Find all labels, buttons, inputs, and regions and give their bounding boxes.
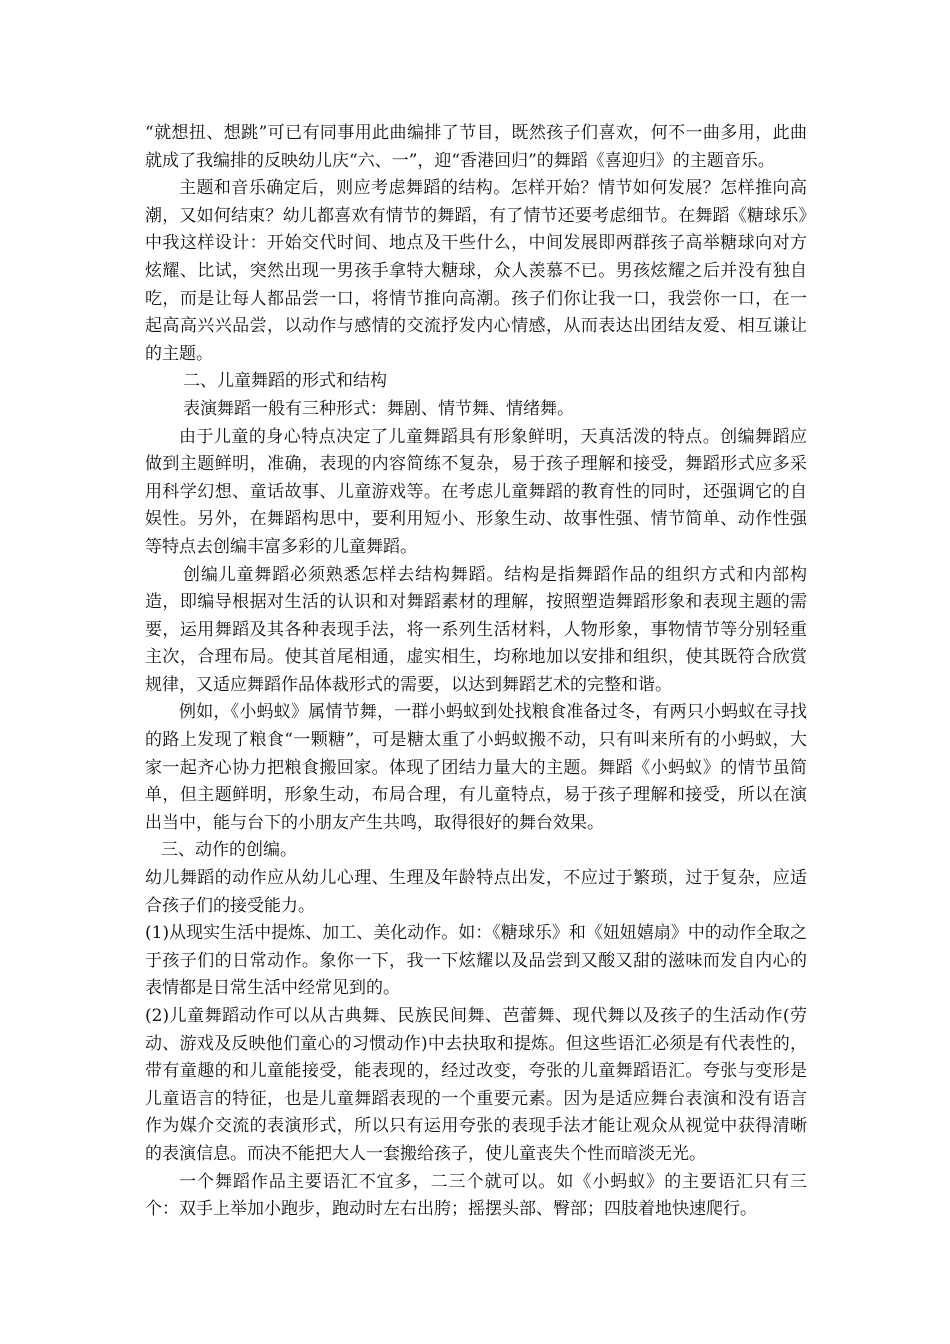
document-body xyxy=(145,120,807,1224)
section-heading: 三、动作的创编。 xyxy=(161,840,297,861)
list-item: (2)儿童舞蹈动作可以从古典舞、民族民间舞、芭蕾舞、现代舞以及孩子的生活动作(劳动、游戏及反映他们童心的习惯动作)中去抉取和提炼。但这些语汇必须是有代表性的，带有童趣的和儿童能接受，能表现的，经过改变，夸张的儿童舞蹈语汇。夸张与变形是儿童语言的特征，也是儿童舞蹈表现的一个重要元素。因为是适应舞台表演和没有语言作为媒介交流的表演形式，所以只有运用夸张的表现手法才能让观众从视觉中获得清晰的表演信息。而决不能把大人一套搬给孩子，使儿童丧失个性而暗淡无光。 xyxy=(145,1006,807,1164)
paragraph: 由于儿童的身心特点决定了儿童舞蹈具有形象鲜明，天真活泼的特点。创编舞蹈应做到主题鲜明，准确，表现的内容简练不复杂，易于孩子理解和接受，舞蹈形式应多采用科学幻想、童话故事、儿童游戏等。在考虑儿童舞蹈的教育性的同时，还强调它的自娱性。另外，在舞蹈构思中，要利用短小、形象生动、故事性强、情节简单、动作性强等特点去创编丰富多彩的儿童舞蹈。 xyxy=(145,426,807,557)
section-heading: 二、儿童舞蹈的形式和结构 xyxy=(183,371,387,392)
paragraph: 主题和音乐确定后，则应考虑舞蹈的结构。怎样开始？情节如何发展？怎样推向高潮，又如何结束？幼儿都喜欢有情节的舞蹈，有了情节还要考虑细节。在舞蹈《糖球乐》中我这样设计：开始交代时间、地点及干些什么，中间发展即两群孩子高举糖球向对方炫耀、比试，突然出现一男孩手拿特大糖球，众人羡慕不已。男孩炫耀之后并没有独自吃，而是让每人都品尝一口，将情节推向高潮。孩子们你让我一口，我尝你一口，在一起高高兴兴品尝，以动作与感情的交流抒发内心情感，从而表达出团结友爱、相互谦让的主题。 xyxy=(145,178,807,364)
paragraph: 例如，《小蚂蚁》属情节舞，一群小蚂蚁到处找粮食准备过冬，有两只小蚂蚁在寻找的路上发现了粮食“一颗糖”，可是糖太重了小蚂蚁搬不动，只有叫来所有的小蚂蚁，大家一起齐心协力把粮食搬回家。体现了团结力量大的主题。舞蹈《小蚂蚁》的情节虽简单，但主题鲜明，形象生动，布局合理，有儿童特点，易于孩子理解和接受，所以在演出当中，能与台下的小朋友产生共鸣，取得很好的舞台效果。 xyxy=(145,702,807,833)
paragraph: 表演舞蹈一般有三种形式：舞剧、情节舞、情绪舞。 xyxy=(183,398,574,419)
paragraph: 一个舞蹈作品主要语汇不宜多，二三个就可以。如《小蚂蚁》的主要语汇只有三个：双手上举加小跑步，跑动时左右出胯；摇摆头部、臀部；四肢着地快速爬行。 xyxy=(145,1171,807,1220)
paragraph: “就想扭、想跳”可已有同事用此曲编排了节目，既然孩子们喜欢，何不一曲多用，此曲就成了我编排的反映幼儿庆“六、一”，迎“香港回归”的舞蹈《喜迎归》的主题音乐。 xyxy=(145,123,807,171)
list-item: (1)从现实生活中提炼、加工、美化动作。如：《糖球乐》和《妞妞嬉扇》中的动作全取之于孩子们的日常动作。象你一下，我一下炫耀以及品尝到又酸又甜的滋味而发自内心的表情都是日常生活中经常见到的。 xyxy=(145,923,807,999)
paragraph: 幼儿舞蹈的动作应从幼儿心理、生理及年龄特点出发，不应过于繁琐，过于复杂，应适合孩子们的接受能力。 xyxy=(145,868,807,916)
paragraph: 创编儿童舞蹈必须熟悉怎样去结构舞蹈。结构是指舞蹈作品的组织方式和内部构造，即编导根据对生活的认识和对舞蹈素材的理解，按照塑造舞蹈形象和表现主题的需要，运用舞蹈及其各种表现手法，将一系列生活材料，人物形象，事物情节等分别轻重主次，合理布局。使其首尾相通，虚实相生，均称地加以安排和组织，使其既符合欣赏规律，又适应舞蹈作品体裁形式的需要，以达到舞蹈艺术的完整和谐。 xyxy=(145,564,807,695)
